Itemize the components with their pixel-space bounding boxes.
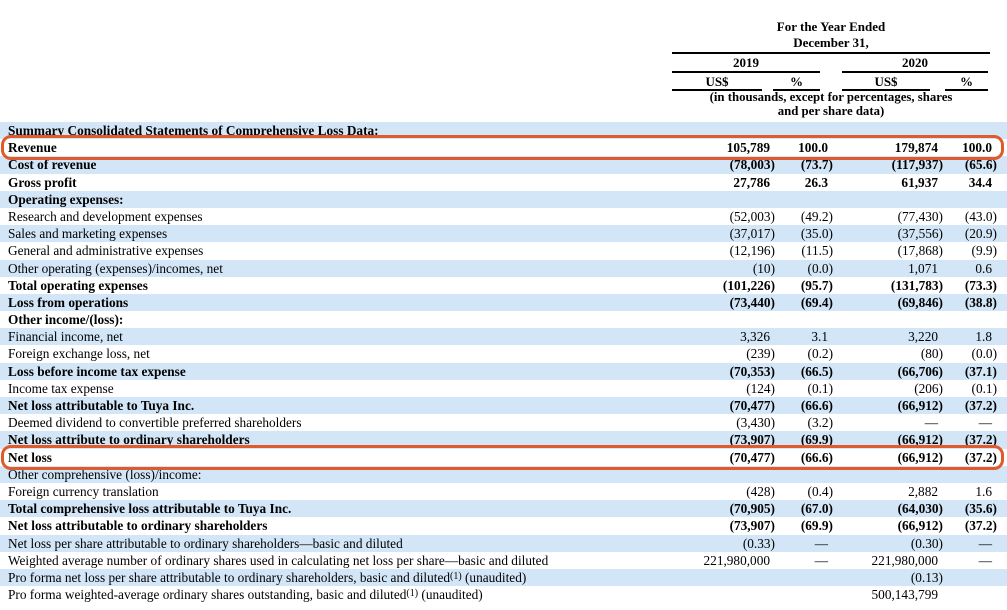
row-label: Research and development expenses bbox=[8, 208, 203, 224]
row-label: Income tax expense bbox=[8, 380, 114, 396]
row-right-margin bbox=[992, 414, 1007, 431]
value-2020-pct: (65.6) bbox=[964, 157, 997, 173]
value-2019-pct bbox=[770, 466, 828, 483]
row-label: Other comprehensive (loss)/income: bbox=[8, 466, 202, 482]
value-2019-pct: (66.6) bbox=[800, 449, 833, 465]
value-2020-usd: — bbox=[924, 415, 938, 431]
row-label: Deemed dividend to convertible preferred shareholders bbox=[8, 415, 302, 431]
value-2019-pct: (3.2) bbox=[807, 415, 833, 431]
value-2020-usd: (64,030) bbox=[897, 501, 943, 517]
row-label: Gross profit bbox=[8, 174, 77, 190]
period-title-line1: For the Year Ended bbox=[776, 19, 886, 34]
value-2019-usd: (0.33) bbox=[742, 535, 775, 551]
value-2020-pct: — bbox=[978, 415, 992, 431]
row-right-margin bbox=[992, 569, 1007, 586]
row-right-margin bbox=[992, 156, 1007, 173]
table-row bbox=[0, 380, 1007, 397]
value-2020-usd: (0.13) bbox=[910, 569, 943, 585]
value-2020-pct bbox=[938, 586, 992, 603]
value-2019-pct: (67.0) bbox=[800, 501, 833, 517]
value-2020-usd: 500,143,799 bbox=[871, 587, 938, 603]
value-2019-pct: (0.2) bbox=[807, 346, 833, 362]
units-note-line2: and per share data) bbox=[777, 104, 885, 118]
units-note-line1: (in thousands, except for percentages, shares bbox=[709, 90, 953, 104]
value-2020-usd: 179,874 bbox=[894, 140, 938, 156]
value-2020-pct bbox=[938, 466, 992, 483]
table-row bbox=[0, 294, 1007, 311]
value-2019-usd bbox=[650, 191, 770, 208]
value-2020-pct: (0.1) bbox=[971, 380, 997, 396]
value-2019-usd: (52,003) bbox=[729, 208, 775, 224]
value-2019-pct: (35.0) bbox=[800, 226, 833, 242]
table-row bbox=[0, 397, 1007, 414]
table-row bbox=[0, 517, 1007, 534]
value-2020-pct: 34.4 bbox=[968, 174, 992, 190]
year-rule-2020 bbox=[842, 71, 988, 73]
table-row bbox=[0, 414, 1007, 431]
table-row bbox=[0, 586, 1007, 603]
percent-column-header-2020: % bbox=[945, 75, 988, 91]
value-2019-pct: 100.0 bbox=[798, 140, 828, 156]
table-row bbox=[0, 569, 1007, 586]
row-right-margin bbox=[992, 397, 1007, 414]
value-2020-pct: (38.8) bbox=[964, 294, 997, 310]
value-2020-usd bbox=[828, 191, 938, 208]
usd-column-header-2019: US$ bbox=[672, 75, 762, 91]
row-label: Net loss attributable to Tuya Inc. bbox=[8, 398, 195, 413]
row-label: Weighted average number of ordinary shares used in calculating net loss per share—basic and diluted bbox=[8, 552, 549, 568]
value-2019-pct: (0.1) bbox=[807, 380, 833, 396]
value-2020-pct bbox=[938, 191, 992, 208]
value-2020-pct: 0.6 bbox=[975, 260, 992, 276]
row-label: Net loss attributable to ordinary shareholders bbox=[8, 518, 268, 534]
value-2020-pct: — bbox=[978, 552, 992, 568]
row-right-margin bbox=[992, 535, 1007, 552]
row-right-margin bbox=[992, 586, 1007, 603]
header-rule bbox=[672, 52, 990, 54]
row-right-margin bbox=[992, 260, 1007, 277]
value-2019-pct: (69.9) bbox=[800, 432, 833, 448]
value-2020-pct: (20.9) bbox=[964, 226, 997, 242]
table-row bbox=[0, 552, 1007, 569]
row-right-margin bbox=[992, 311, 1007, 328]
table-row bbox=[0, 156, 1007, 173]
row-label: Operating expenses: bbox=[8, 191, 124, 207]
value-2020-usd: (66,912) bbox=[897, 398, 943, 413]
row-label: Sales and marketing expenses bbox=[8, 226, 168, 242]
value-2019-pct: (49.2) bbox=[800, 208, 833, 224]
value-2019-usd bbox=[650, 466, 770, 483]
row-label: Revenue bbox=[8, 140, 57, 156]
value-2020-usd: (17,868) bbox=[897, 243, 943, 259]
row-label: Total operating expenses bbox=[8, 277, 148, 293]
value-2020-usd bbox=[828, 311, 938, 328]
value-2019-pct: (0.4) bbox=[807, 483, 833, 499]
table-row-highlighted bbox=[0, 449, 1007, 466]
value-2020-pct: (37.1) bbox=[964, 363, 997, 379]
value-2019-usd bbox=[650, 569, 770, 586]
row-right-margin bbox=[992, 139, 1007, 156]
value-2019-usd: 105,789 bbox=[726, 140, 770, 156]
row-right-margin bbox=[992, 122, 1007, 139]
value-2020-usd: 3,220 bbox=[908, 329, 938, 345]
value-2020-pct: (37.2) bbox=[964, 432, 997, 448]
value-2020-usd: (77,430) bbox=[897, 208, 943, 224]
value-2020-usd: (131,783) bbox=[890, 277, 943, 293]
table-row bbox=[0, 277, 1007, 294]
value-2019-pct bbox=[770, 569, 828, 586]
value-2019-usd: (73,440) bbox=[729, 294, 775, 310]
row-label: Net loss per share attributable to ordinary shareholders—basic and diluted bbox=[8, 535, 403, 551]
value-2020-usd: (37,556) bbox=[897, 226, 943, 242]
period-title-line2: December 31, bbox=[793, 35, 869, 50]
table-header bbox=[0, 0, 1007, 122]
value-2020-pct: (43.0) bbox=[964, 208, 997, 224]
year-label-2020: 2020 bbox=[902, 55, 928, 70]
value-2020-usd bbox=[828, 122, 938, 139]
value-2019-pct: — bbox=[814, 535, 828, 551]
table-row bbox=[0, 431, 1007, 448]
row-label: Net loss attribute to ordinary shareholders bbox=[8, 432, 250, 448]
value-2019-usd: 27,786 bbox=[733, 174, 770, 190]
value-2020-usd: 1,071 bbox=[908, 260, 938, 276]
value-2020-usd bbox=[828, 466, 938, 483]
value-2020-pct bbox=[938, 569, 992, 586]
row-label: General and administrative expenses bbox=[8, 243, 204, 259]
table-row bbox=[0, 225, 1007, 242]
usd-column-header-2020: US$ bbox=[842, 75, 930, 91]
value-2019-usd: (428) bbox=[746, 483, 775, 499]
table-body bbox=[0, 122, 1007, 603]
table-row bbox=[0, 535, 1007, 552]
period-title bbox=[672, 19, 990, 51]
value-2019-usd: (70,905) bbox=[729, 501, 775, 517]
value-2020-pct: 1.8 bbox=[975, 329, 992, 345]
value-2020-pct: (35.6) bbox=[964, 501, 997, 517]
value-2019-pct: (66.6) bbox=[800, 398, 833, 413]
row-label: Foreign currency translation bbox=[8, 483, 159, 499]
value-2020-pct: — bbox=[978, 535, 992, 551]
value-2020-pct: 100.0 bbox=[962, 140, 992, 156]
value-2019-pct: (69.9) bbox=[800, 518, 833, 534]
year-rule-2019 bbox=[672, 71, 820, 73]
value-2019-usd: (70,477) bbox=[729, 398, 775, 413]
value-2019-usd: (124) bbox=[746, 380, 775, 396]
value-2019-usd: (3,430) bbox=[736, 415, 775, 431]
value-2019-usd: (10) bbox=[752, 260, 775, 276]
row-right-margin bbox=[992, 363, 1007, 380]
value-2020-pct: (37.2) bbox=[964, 449, 997, 465]
value-2019-usd bbox=[650, 586, 770, 603]
table-row bbox=[0, 191, 1007, 208]
value-2020-usd: 61,937 bbox=[901, 174, 938, 190]
value-2020-usd: (206) bbox=[914, 380, 943, 396]
value-2020-usd: (66,912) bbox=[897, 432, 943, 448]
table-row bbox=[0, 174, 1007, 191]
row-right-margin bbox=[992, 380, 1007, 397]
value-2019-pct bbox=[770, 122, 828, 139]
value-2019-pct: (69.4) bbox=[800, 294, 833, 310]
footnote-marker: (1) bbox=[406, 588, 419, 600]
row-right-margin bbox=[992, 225, 1007, 242]
value-2019-usd bbox=[650, 122, 770, 139]
value-2019-pct: 26.3 bbox=[804, 174, 828, 190]
table-row bbox=[0, 328, 1007, 345]
row-label: Loss from operations bbox=[8, 294, 129, 310]
value-2019-usd: (37,017) bbox=[729, 226, 775, 242]
value-2020-usd: (66,912) bbox=[897, 518, 943, 534]
table-row bbox=[0, 242, 1007, 259]
row-right-margin bbox=[992, 294, 1007, 311]
row-right-margin bbox=[992, 483, 1007, 500]
value-2020-pct: 1.6 bbox=[975, 483, 992, 499]
value-2019-pct bbox=[770, 311, 828, 328]
value-2019-usd: 3,326 bbox=[740, 329, 770, 345]
row-right-margin bbox=[992, 328, 1007, 345]
row-right-margin bbox=[992, 552, 1007, 569]
value-2020-usd: (69,846) bbox=[897, 294, 943, 310]
value-2019-usd: 221,980,000 bbox=[703, 552, 770, 568]
value-2020-usd: (0.30) bbox=[910, 535, 943, 551]
value-2020-usd: 221,980,000 bbox=[871, 552, 938, 568]
value-2019-pct: (0.0) bbox=[807, 260, 833, 276]
value-2019-usd: (78,003) bbox=[729, 157, 775, 173]
row-right-margin bbox=[992, 466, 1007, 483]
value-2019-pct: — bbox=[814, 552, 828, 568]
value-2019-pct: (73.7) bbox=[800, 157, 833, 173]
value-2019-usd: (73,907) bbox=[729, 432, 775, 448]
value-2020-usd: (80) bbox=[920, 346, 943, 362]
table-row bbox=[0, 345, 1007, 362]
units-note bbox=[662, 90, 1000, 118]
table-row bbox=[0, 208, 1007, 225]
unit-header-2019 bbox=[672, 75, 820, 91]
row-right-margin bbox=[992, 191, 1007, 208]
year-group-2020 bbox=[842, 56, 988, 91]
value-2020-usd: 2,882 bbox=[908, 483, 938, 499]
row-right-margin bbox=[992, 500, 1007, 517]
table-row-highlighted bbox=[0, 139, 1007, 156]
value-2019-usd: (70,477) bbox=[729, 449, 775, 465]
row-right-margin bbox=[992, 208, 1007, 225]
table-row bbox=[0, 311, 1007, 328]
row-label: Summary Consolidated Statements of Comprehensive Loss Data: bbox=[8, 123, 379, 138]
footnote-marker: (1) bbox=[450, 570, 462, 582]
value-2019-pct bbox=[770, 586, 828, 603]
row-label: Pro forma net loss per share attributable to ordinary shareholders, basic and diluted$^{(1)}$ (unaudited) bbox=[8, 569, 527, 585]
row-label: Pro forma weighted-average ordinary shares outstanding, basic and diluted$^{(1)}$ (unaudited) bbox=[8, 587, 483, 603]
row-right-margin bbox=[992, 431, 1007, 448]
row-right-margin bbox=[992, 517, 1007, 534]
value-2019-usd: (70,353) bbox=[729, 363, 775, 379]
row-right-margin bbox=[992, 174, 1007, 191]
row-label: Total comprehensive loss attributable to Tuya Inc. bbox=[8, 501, 292, 517]
value-2020-usd: (66,706) bbox=[897, 363, 943, 379]
value-2019-pct: (66.5) bbox=[800, 363, 833, 379]
unit-header-2020 bbox=[842, 75, 988, 91]
value-2019-usd: (239) bbox=[746, 346, 775, 362]
value-2020-pct: (9.9) bbox=[971, 243, 997, 259]
table-row bbox=[0, 466, 1007, 483]
value-2020-pct bbox=[938, 311, 992, 328]
year-group-2019 bbox=[672, 56, 820, 91]
row-label: Cost of revenue bbox=[8, 157, 97, 173]
row-right-margin bbox=[992, 345, 1007, 362]
year-label-2019: 2019 bbox=[733, 55, 759, 70]
table-row bbox=[0, 500, 1007, 517]
value-2019-usd bbox=[650, 311, 770, 328]
table-row bbox=[0, 483, 1007, 500]
value-2020-pct: (37.2) bbox=[964, 518, 997, 534]
table-row bbox=[0, 122, 1007, 139]
value-2019-usd: (12,196) bbox=[729, 243, 775, 259]
value-2019-usd: (101,226) bbox=[722, 277, 775, 293]
row-label: Foreign exchange loss, net bbox=[8, 346, 150, 362]
value-2020-pct: (73.3) bbox=[964, 277, 997, 293]
value-2020-pct bbox=[938, 122, 992, 139]
row-right-margin bbox=[992, 277, 1007, 294]
value-2019-usd: (73,907) bbox=[729, 518, 775, 534]
value-2019-pct: 3.1 bbox=[811, 329, 828, 345]
value-2020-pct: (0.0) bbox=[971, 346, 997, 362]
value-2020-usd: (117,937) bbox=[891, 157, 943, 173]
table-row bbox=[0, 363, 1007, 380]
row-label: Other income/(loss): bbox=[8, 312, 124, 328]
row-label: Other operating (expenses)/incomes, net bbox=[8, 260, 223, 276]
row-label: Net loss bbox=[8, 449, 52, 465]
row-right-margin bbox=[992, 242, 1007, 259]
value-2019-pct bbox=[770, 191, 828, 208]
value-2019-pct: (95.7) bbox=[800, 277, 833, 293]
row-label: Financial income, net bbox=[8, 329, 123, 345]
percent-column-header-2019: % bbox=[773, 75, 820, 91]
value-2020-usd: (66,912) bbox=[897, 449, 943, 465]
row-label: Loss before income tax expense bbox=[8, 363, 186, 379]
value-2019-pct: (11.5) bbox=[801, 243, 833, 259]
value-2020-pct: (37.2) bbox=[964, 398, 997, 413]
table-row bbox=[0, 260, 1007, 277]
row-right-margin bbox=[992, 449, 1007, 466]
